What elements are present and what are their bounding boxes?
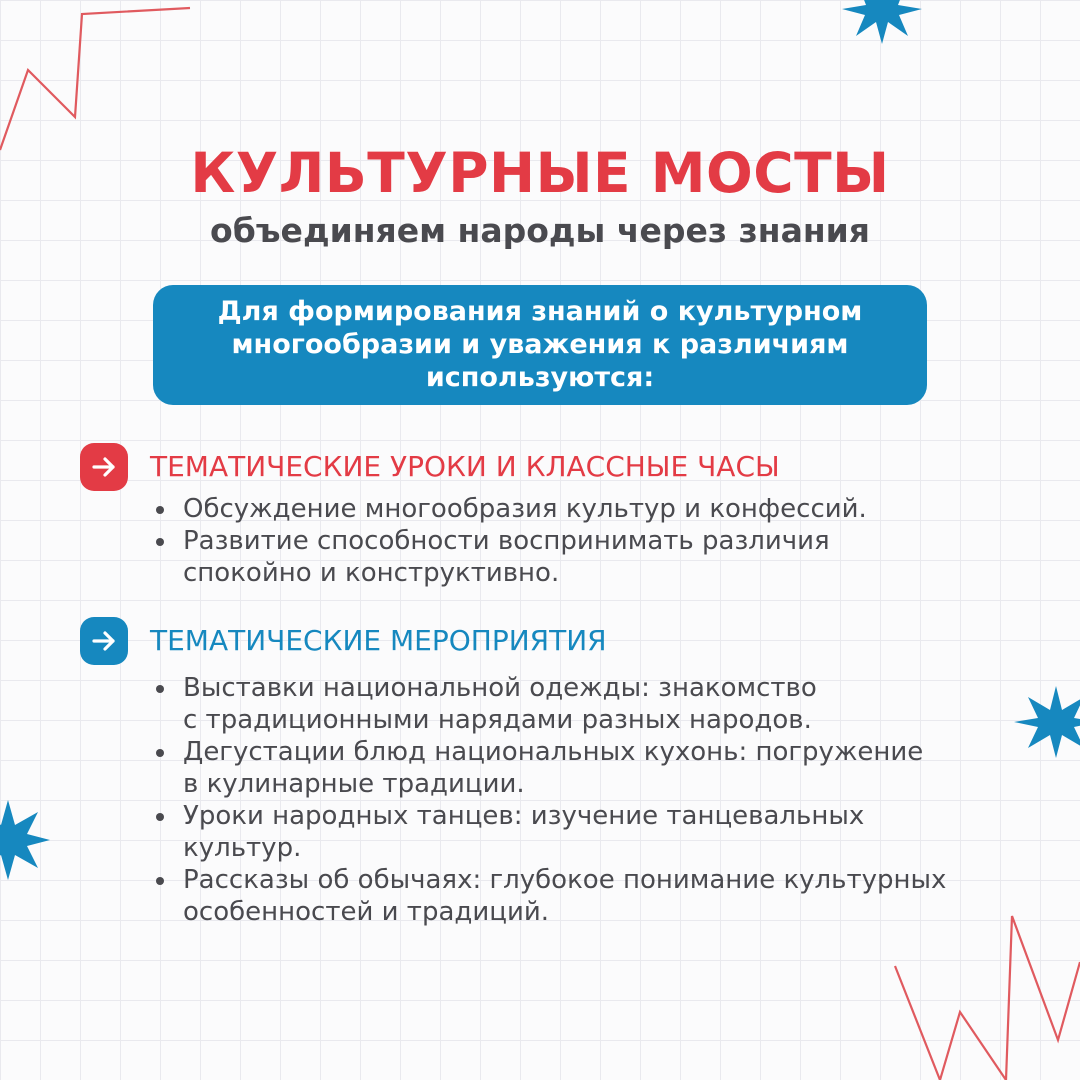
list-item: Дегустации блюд национальных кухонь: погружение в кулинарные традиции. xyxy=(80,736,1040,800)
arrow-right-icon xyxy=(80,443,128,491)
section-header xyxy=(80,443,1040,493)
page-subtitle: объединяем народы через знания xyxy=(210,211,870,250)
list-item: Выставки национальной одежды: знакомство с традиционными нарядами разных народов. xyxy=(80,672,1040,736)
section-header xyxy=(80,617,1040,672)
section-thematic-events xyxy=(80,617,1040,928)
bullet-list xyxy=(80,672,1040,928)
star-top-right xyxy=(842,0,922,44)
star-left xyxy=(0,800,50,880)
section-thematic-lessons xyxy=(80,443,1040,589)
section-title: ТЕМАТИЧЕСКИЕ УРОКИ И КЛАССНЫЕ ЧАСЫ xyxy=(150,450,780,483)
section-title: ТЕМАТИЧЕСКИЕ МЕРОПРИЯТИЯ xyxy=(150,624,607,657)
list-item: Рассказы об обычаях: глубокое понимание культурных особенностей и традиций. xyxy=(80,864,1040,928)
intro-banner: Для формирования знаний о культурном многообразии и уважения к различиям используются: xyxy=(153,285,927,405)
zigzag-top-left xyxy=(0,8,190,150)
zigzag-bottom-right xyxy=(895,966,1006,1080)
list-item: Обсуждение многообразия культур и конфессий. xyxy=(80,493,1040,525)
page-title: КУЛЬТУРНЫЕ МОСТЫ xyxy=(190,141,890,205)
arrow-right-icon xyxy=(80,617,128,665)
list-item: Развитие способности воспринимать различия спокойно и конструктивно. xyxy=(80,525,1040,589)
bullet-list xyxy=(80,493,1040,589)
zigzag-bottom-right-2 xyxy=(1006,916,1080,1080)
list-item: Уроки народных танцев: изучение танцевальных культур. xyxy=(80,800,1040,864)
